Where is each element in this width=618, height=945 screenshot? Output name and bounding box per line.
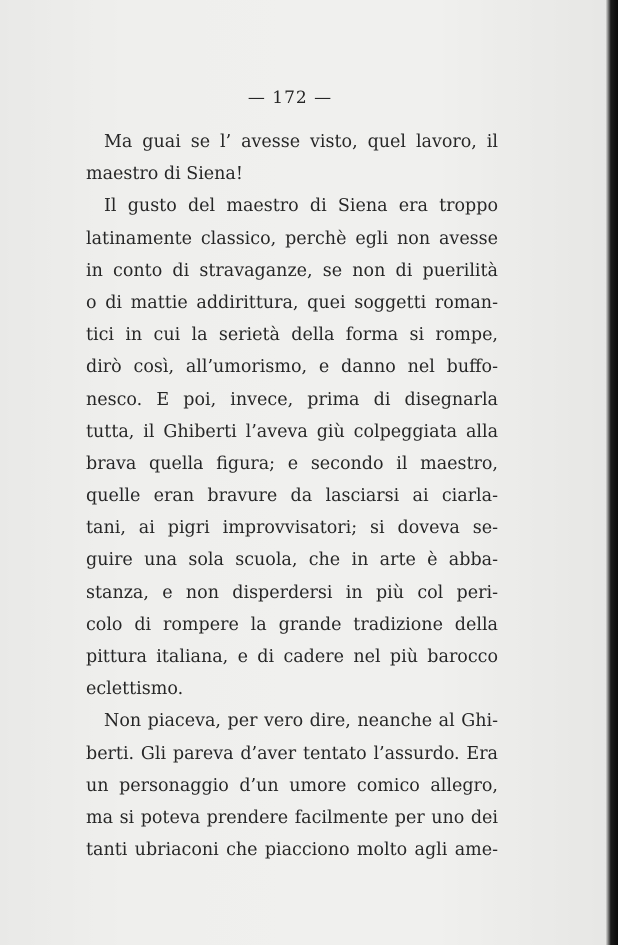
text-line: nesco. E poi, invece, prima di disegnarla <box>86 389 498 410</box>
text-line: dirò così, all’umorismo, e danno nel buffo- <box>86 357 498 378</box>
text-line: ma si poteva prendere facilmente per uno dei <box>86 807 498 828</box>
text-line: o di mattie addirittura, quei soggetti roman- <box>86 292 498 313</box>
text-line: quelle eran bravure da lasciarsi ai ciarla- <box>86 486 498 507</box>
text-line: tici in cui la serietà della forma si rompe, <box>86 325 498 346</box>
text-line: tanti ubriaconi che piacciono molto agli ame- <box>86 840 498 861</box>
text-line: Il gusto del maestro di Siena era troppo <box>104 196 498 217</box>
text-line: guire una sola scuola, che in arte è abba- <box>86 550 498 571</box>
text-line: berti. Gli pareva d’aver tentato l’assurdo. Era <box>86 743 498 764</box>
body-text <box>86 126 498 866</box>
text-line: un personaggio d’un umore comico allegro, <box>86 775 498 796</box>
text-line: tani, ai pigri improvvisatori; si doveva se- <box>86 518 498 539</box>
text-line: brava quella figura; e secondo il maestro, <box>86 453 498 474</box>
text-line: Non piaceva, per vero dire, neanche al Ghi- <box>104 711 498 732</box>
text-line: maestro di Siena! <box>86 164 243 185</box>
text-line: tutta, il Ghiberti l’aveva giù colpeggiata alla <box>86 421 498 442</box>
text-line: latinamente classico, perchè egli non avesse <box>86 228 498 249</box>
text-line: colo di rompere la grande tradizione della <box>86 614 498 635</box>
text-line: pittura italiana, e di cadere nel più barocco <box>86 647 498 667</box>
text-line: eclettismo. <box>86 679 184 700</box>
text-line: Ma guai se l’ avesse visto, quel lavoro, il <box>104 132 498 152</box>
page-number: — 172 — <box>247 88 333 108</box>
text-line: stanza, e non disperdersi in più col peri- <box>86 582 498 603</box>
text-line: in conto di stravaganze, se non di puerilità <box>86 260 498 281</box>
page-edge-shadow <box>606 0 618 945</box>
